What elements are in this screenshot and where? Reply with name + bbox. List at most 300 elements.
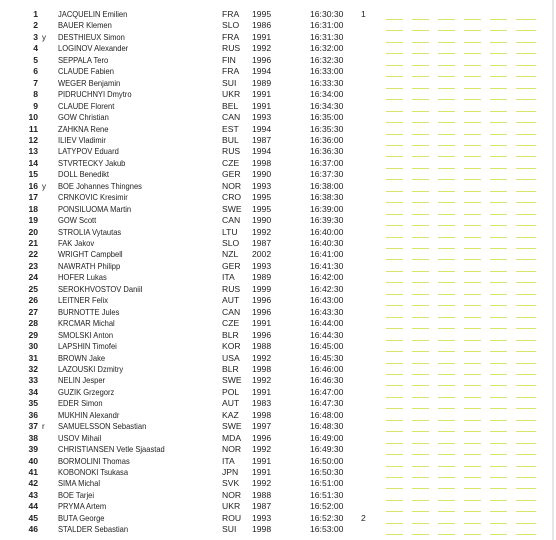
- rank-number: [361, 146, 375, 157]
- page-edge-divider: [552, 0, 554, 540]
- start-list-row: [0, 364, 556, 375]
- nation-code: RUS: [222, 283, 241, 294]
- blank-entry-line-2: [412, 534, 429, 535]
- start-list-row: [0, 467, 556, 478]
- nation-code: LTU: [222, 226, 238, 237]
- start-time: 16:49:00: [310, 432, 344, 443]
- bib-number: 38: [28, 432, 38, 443]
- bib-number: 4: [33, 43, 38, 54]
- start-list-row: [0, 272, 556, 283]
- start-time: 16:36:30: [310, 146, 344, 157]
- nation-code: ITA: [222, 455, 235, 466]
- start-list-row: [0, 261, 556, 272]
- status-mark: [42, 490, 54, 501]
- nation-code: SWE: [222, 421, 242, 432]
- bib-number: 39: [28, 444, 38, 455]
- start-list-row: [0, 249, 556, 260]
- start-list-row: [0, 169, 556, 180]
- start-list-row: [0, 135, 556, 146]
- start-list-row: [0, 444, 556, 455]
- rank-number: [361, 249, 375, 260]
- start-list-row: [0, 227, 556, 238]
- start-time: 16:31:00: [310, 20, 344, 31]
- rank-number: [361, 410, 375, 421]
- start-list-row: [0, 158, 556, 169]
- nation-code: RUS: [222, 43, 241, 54]
- rank-number: [361, 112, 375, 123]
- start-time: 16:45:30: [310, 352, 344, 363]
- status-mark: [42, 295, 54, 306]
- start-list-row: [0, 112, 556, 123]
- bib-number: 5: [33, 54, 38, 65]
- birth-year: 1998: [252, 524, 272, 535]
- bib-number: 12: [28, 134, 38, 145]
- athlete-name: HOFER Lukas: [58, 272, 107, 283]
- rank-number: [361, 341, 375, 352]
- bib-number: 33: [28, 375, 38, 386]
- blank-entry-line-5: [490, 534, 507, 535]
- start-list-row: [0, 192, 556, 203]
- start-list-row: [0, 9, 556, 20]
- nation-code: CAN: [222, 306, 241, 317]
- start-time: 16:46:30: [310, 375, 344, 386]
- start-time: 16:34:30: [310, 100, 344, 111]
- athlete-name: LATYPOV Eduard: [58, 146, 119, 157]
- athlete-name: WEGER Benjamin: [58, 77, 121, 88]
- status-mark: [42, 261, 54, 272]
- rank-number: [361, 456, 375, 467]
- start-time: 16:33:30: [310, 77, 344, 88]
- bib-number: 35: [28, 398, 38, 409]
- nation-code: CZE: [222, 157, 240, 168]
- status-mark: [42, 513, 54, 524]
- status-mark: [42, 204, 54, 215]
- start-list-row: [0, 490, 556, 501]
- birth-year: 1996: [252, 432, 272, 443]
- birth-year: 1987: [252, 238, 272, 248]
- blank-entry-line-6: [516, 534, 536, 535]
- start-list-row: [0, 78, 556, 89]
- birth-year: 1987: [252, 134, 272, 145]
- status-mark: [42, 387, 54, 398]
- start-list-row: [0, 43, 556, 54]
- status-mark: [42, 375, 54, 386]
- status-mark: [42, 398, 54, 409]
- bib-number: 6: [33, 66, 38, 77]
- nation-code: FRA: [222, 9, 240, 19]
- start-time: 16:35:00: [310, 112, 344, 123]
- rank-number: [361, 227, 375, 238]
- rank-number: [361, 78, 375, 89]
- status-mark: r: [42, 422, 45, 432]
- status-mark: [42, 9, 54, 20]
- start-list-row: [0, 295, 556, 306]
- birth-year: 1994: [252, 123, 272, 134]
- status-mark: [42, 169, 54, 180]
- start-list-row: [0, 55, 556, 66]
- nation-code: FRA: [222, 66, 240, 77]
- nation-code: EST: [222, 123, 239, 134]
- athlete-name: ZAHKNA Rene: [58, 123, 109, 134]
- birth-year: 1998: [252, 409, 272, 420]
- birth-year: 1991: [252, 100, 272, 111]
- rank-number: [361, 89, 375, 100]
- status-mark: [42, 43, 54, 54]
- status-mark: [42, 78, 54, 89]
- start-time: 16:50:00: [310, 455, 344, 466]
- rank-number: [361, 192, 375, 203]
- birth-year: 1992: [252, 478, 272, 489]
- start-list-row: [0, 353, 556, 364]
- nation-code: JPN: [222, 467, 239, 477]
- birth-year: 1986: [252, 20, 272, 31]
- start-time: 16:33:00: [310, 66, 344, 77]
- start-list-row: [0, 32, 556, 43]
- birth-year: 1992: [252, 43, 272, 54]
- bib-number: 17: [28, 192, 38, 203]
- birth-year: 1996: [252, 329, 272, 340]
- athlete-name: WRIGHT Campbell: [58, 249, 123, 260]
- birth-year: 1998: [252, 363, 272, 374]
- birth-year: 1992: [252, 375, 272, 386]
- rank-number: [361, 272, 375, 283]
- start-time: 16:47:30: [310, 398, 344, 409]
- start-list-row: [0, 524, 556, 535]
- athlete-name: MUKHIN Alexandr: [58, 409, 120, 420]
- start-list-row: [0, 341, 556, 352]
- status-mark: [42, 444, 54, 455]
- status-mark: [42, 284, 54, 295]
- rank-number: [361, 490, 375, 501]
- nation-code: UKR: [222, 501, 241, 512]
- rank-number: [361, 421, 375, 432]
- athlete-name: NAWRATH Philipp: [58, 260, 121, 271]
- nation-code: MDA: [222, 432, 242, 443]
- start-time: 16:42:00: [310, 272, 344, 283]
- nation-code: GER: [222, 260, 241, 271]
- start-list-row: [0, 238, 556, 249]
- birth-year: 1992: [252, 226, 272, 237]
- rank-number: [361, 169, 375, 180]
- start-list-row: [0, 478, 556, 489]
- start-time: 16:46:00: [310, 363, 344, 374]
- nation-code: NOR: [222, 180, 242, 191]
- start-list-row: [0, 387, 556, 398]
- athlete-name: EDER Simon: [58, 398, 103, 409]
- start-time: 16:43:00: [310, 295, 344, 306]
- start-list-row: [0, 501, 556, 512]
- bib-number: 30: [28, 341, 38, 352]
- birth-year: 1996: [252, 306, 272, 317]
- rank-number: [361, 20, 375, 31]
- rank-number: [361, 32, 375, 43]
- start-time: 16:32:00: [310, 43, 344, 54]
- nation-code: SLO: [222, 238, 240, 248]
- bib-number: 10: [28, 112, 38, 123]
- rank-number: [361, 524, 375, 535]
- start-time: 16:36:00: [310, 134, 344, 145]
- start-time: 16:51:30: [310, 489, 344, 500]
- blank-entry-line-4: [464, 534, 481, 535]
- status-mark: [42, 238, 54, 249]
- bib-number: 3: [33, 31, 38, 42]
- birth-year: 1993: [252, 112, 272, 123]
- start-list-row: [0, 215, 556, 226]
- bib-number: 42: [28, 478, 38, 489]
- start-list-row: [0, 89, 556, 100]
- start-list-row: [0, 433, 556, 444]
- bib-number: 2: [33, 20, 38, 31]
- rank-number: [361, 501, 375, 512]
- status-mark: y: [42, 181, 46, 191]
- bib-number: 15: [28, 169, 38, 180]
- birth-year: 1991: [252, 467, 272, 477]
- start-time: 16:35:30: [310, 123, 344, 134]
- start-list-row: [0, 513, 556, 524]
- bib-number: 11: [28, 123, 38, 134]
- start-time: 16:41:30: [310, 260, 344, 271]
- athlete-name: PIDRUCHNYI Dmytro: [58, 89, 132, 100]
- start-time: 16:39:30: [310, 215, 344, 226]
- bib-number: 32: [28, 363, 38, 374]
- birth-year: 1995: [252, 203, 272, 214]
- athlete-name: PRYMA Artem: [58, 501, 107, 512]
- birth-year: 1989: [252, 272, 272, 283]
- birth-year: 1995: [252, 9, 272, 19]
- nation-code: BEL: [222, 100, 239, 111]
- nation-code: SWE: [222, 375, 242, 386]
- start-time: 16:53:00: [310, 524, 344, 535]
- athlete-name: BROWN Jake: [58, 352, 106, 363]
- athlete-name: GOW Christian: [58, 112, 109, 123]
- start-time: 16:39:00: [310, 203, 344, 214]
- start-time: 16:40:30: [310, 238, 344, 248]
- start-list-row: [0, 318, 556, 329]
- start-time: 16:50:30: [310, 467, 344, 477]
- athlete-name: GUZIK Grzegorz: [58, 386, 115, 397]
- start-time: 16:51:00: [310, 478, 344, 489]
- start-list-row: [0, 66, 556, 77]
- start-list-row: [0, 421, 556, 432]
- birth-year: 1990: [252, 215, 272, 226]
- nation-code: ROU: [222, 512, 242, 523]
- athlete-name: BORMOLINI Thomas: [58, 455, 130, 466]
- birth-year: 1990: [252, 169, 272, 180]
- status-mark: [42, 318, 54, 329]
- rank-number: [361, 158, 375, 169]
- bib-number: 44: [28, 501, 38, 512]
- nation-code: KOR: [222, 341, 241, 352]
- start-list-row: [0, 398, 556, 409]
- nation-code: SVK: [222, 478, 240, 489]
- bib-number: 40: [28, 455, 38, 466]
- nation-code: BLR: [222, 363, 239, 374]
- start-time: 16:48:00: [310, 409, 344, 420]
- birth-year: 1994: [252, 146, 272, 157]
- nation-code: CAN: [222, 215, 241, 226]
- nation-code: SLO: [222, 20, 240, 31]
- nation-code: CRO: [222, 192, 242, 203]
- nation-code: AUT: [222, 295, 240, 306]
- birth-year: 1993: [252, 512, 272, 523]
- bib-number: 21: [28, 238, 38, 248]
- rank-number: [361, 353, 375, 364]
- status-mark: [42, 146, 54, 157]
- start-list-row: [0, 181, 556, 192]
- status-mark: [42, 158, 54, 169]
- bib-number: 36: [28, 409, 38, 420]
- status-mark: [42, 215, 54, 226]
- nation-code: NOR: [222, 444, 242, 455]
- nation-code: POL: [222, 386, 240, 397]
- athlete-name: BOE Johannes Thingnes: [58, 180, 142, 191]
- bib-number: 24: [28, 272, 38, 283]
- nation-code: ITA: [222, 272, 235, 283]
- start-time: 16:38:00: [310, 180, 344, 191]
- bib-number: 7: [33, 77, 38, 88]
- start-time: 16:38:30: [310, 192, 344, 203]
- birth-year: 1994: [252, 66, 272, 77]
- status-mark: [42, 410, 54, 421]
- birth-year: 1999: [252, 283, 272, 294]
- bib-number: 20: [28, 226, 38, 237]
- start-time: 16:41:00: [310, 249, 344, 260]
- athlete-name: DESTHIEUX Simon: [58, 31, 125, 42]
- athlete-name: USOV Mihail: [58, 432, 102, 443]
- start-list-row: [0, 101, 556, 112]
- athlete-name: BUTA George: [58, 512, 105, 523]
- nation-code: BUL: [222, 134, 239, 145]
- start-time: 16:47:00: [310, 386, 344, 397]
- bib-number: 46: [28, 524, 38, 535]
- birth-year: 1991: [252, 386, 272, 397]
- status-mark: [42, 433, 54, 444]
- nation-code: NZL: [222, 249, 239, 260]
- athlete-name: KOBONOKI Tsukasa: [58, 467, 129, 477]
- athlete-name: SEROKHVOSTOV Daniil: [58, 283, 143, 294]
- birth-year: 1993: [252, 180, 272, 191]
- athlete-name: LOGINOV Alexander: [58, 43, 129, 54]
- athlete-name: SEPPALA Tero: [58, 54, 109, 65]
- athlete-name: DOLL Benedikt: [58, 169, 110, 180]
- status-mark: [42, 467, 54, 478]
- bib-number: 22: [28, 249, 38, 260]
- birth-year: 1992: [252, 444, 272, 455]
- start-time: 16:48:30: [310, 421, 344, 432]
- athlete-name: CRNKOVIC Kresimir: [58, 192, 128, 203]
- nation-code: UKR: [222, 89, 241, 100]
- rank-number: [361, 66, 375, 77]
- status-mark: y: [42, 32, 46, 42]
- birth-year: 1996: [252, 295, 272, 306]
- rank-number: [361, 261, 375, 272]
- rank-number: [361, 444, 375, 455]
- start-list-row: [0, 410, 556, 421]
- start-list-row: [0, 456, 556, 467]
- nation-code: USA: [222, 352, 240, 363]
- start-time: 16:44:00: [310, 318, 344, 329]
- rank-number: [361, 307, 375, 318]
- athlete-name: NELIN Jesper: [58, 375, 106, 386]
- start-time: 16:42:30: [310, 283, 344, 294]
- start-list-row: [0, 375, 556, 386]
- birth-year: 1991: [252, 31, 272, 42]
- status-mark: [42, 227, 54, 238]
- rank-number: [361, 181, 375, 192]
- athlete-name: BOE Tarjei: [58, 489, 95, 500]
- start-time: 16:49:30: [310, 444, 344, 455]
- bib-number: 27: [28, 306, 38, 317]
- athlete-name: LAPSHIN Timofei: [58, 341, 117, 352]
- nation-code: KAZ: [222, 409, 239, 420]
- start-list-row: [0, 284, 556, 295]
- birth-year: 1991: [252, 455, 272, 466]
- birth-year: 1989: [252, 77, 272, 88]
- rank-number: [361, 284, 375, 295]
- athlete-name: GOW Scott: [58, 215, 97, 226]
- status-mark: [42, 524, 54, 535]
- nation-code: CZE: [222, 318, 240, 329]
- status-mark: [42, 364, 54, 375]
- rank-number: [361, 467, 375, 478]
- rank-number: [361, 295, 375, 306]
- status-mark: [42, 55, 54, 66]
- rank-number: [361, 204, 375, 215]
- status-mark: [42, 307, 54, 318]
- birth-year: 1991: [252, 89, 272, 100]
- athlete-name: PONSILUOMA Martin: [58, 203, 132, 214]
- bib-number: 45: [28, 512, 38, 523]
- status-mark: [42, 330, 54, 341]
- nation-code: BLR: [222, 329, 239, 340]
- birth-year: 1988: [252, 489, 272, 500]
- status-mark: [42, 89, 54, 100]
- athlete-name: JACQUELIN Emilien: [58, 9, 128, 19]
- nation-code: CAN: [222, 112, 241, 123]
- athlete-name: BAUER Klemen: [58, 20, 112, 31]
- status-mark: [42, 192, 54, 203]
- status-mark: [42, 353, 54, 364]
- bib-number: 41: [28, 467, 38, 477]
- nation-code: SUI: [222, 77, 237, 88]
- start-list-row: [0, 330, 556, 341]
- rank-number: [361, 101, 375, 112]
- bib-number: 34: [28, 386, 38, 397]
- athlete-name: LAZOUSKI Dzmitry: [58, 363, 124, 374]
- bib-number: 13: [28, 146, 38, 157]
- birth-year: 2002: [252, 249, 272, 260]
- birth-year: 1988: [252, 341, 272, 352]
- rank-number: [361, 364, 375, 375]
- start-list-row: [0, 307, 556, 318]
- birth-year: 1983: [252, 398, 272, 409]
- nation-code: FIN: [222, 54, 236, 65]
- start-time: 16:44:30: [310, 329, 344, 340]
- athlete-name: KRCMAR Michal: [58, 318, 115, 329]
- start-time: 16:30:30: [310, 9, 344, 19]
- status-mark: [42, 272, 54, 283]
- athlete-name: ILIEV Vladimir: [58, 134, 106, 145]
- start-list-row: [0, 20, 556, 31]
- athlete-name: CLAUDE Florent: [58, 100, 115, 111]
- athlete-name: SAMUELSSON Sebastian: [58, 421, 147, 432]
- rank-number: [361, 135, 375, 146]
- blank-entry-line-1: [386, 534, 403, 535]
- start-time: 16:37:30: [310, 169, 344, 180]
- bib-number: 16: [28, 180, 38, 191]
- status-mark: [42, 66, 54, 77]
- birth-year: 1987: [252, 501, 272, 512]
